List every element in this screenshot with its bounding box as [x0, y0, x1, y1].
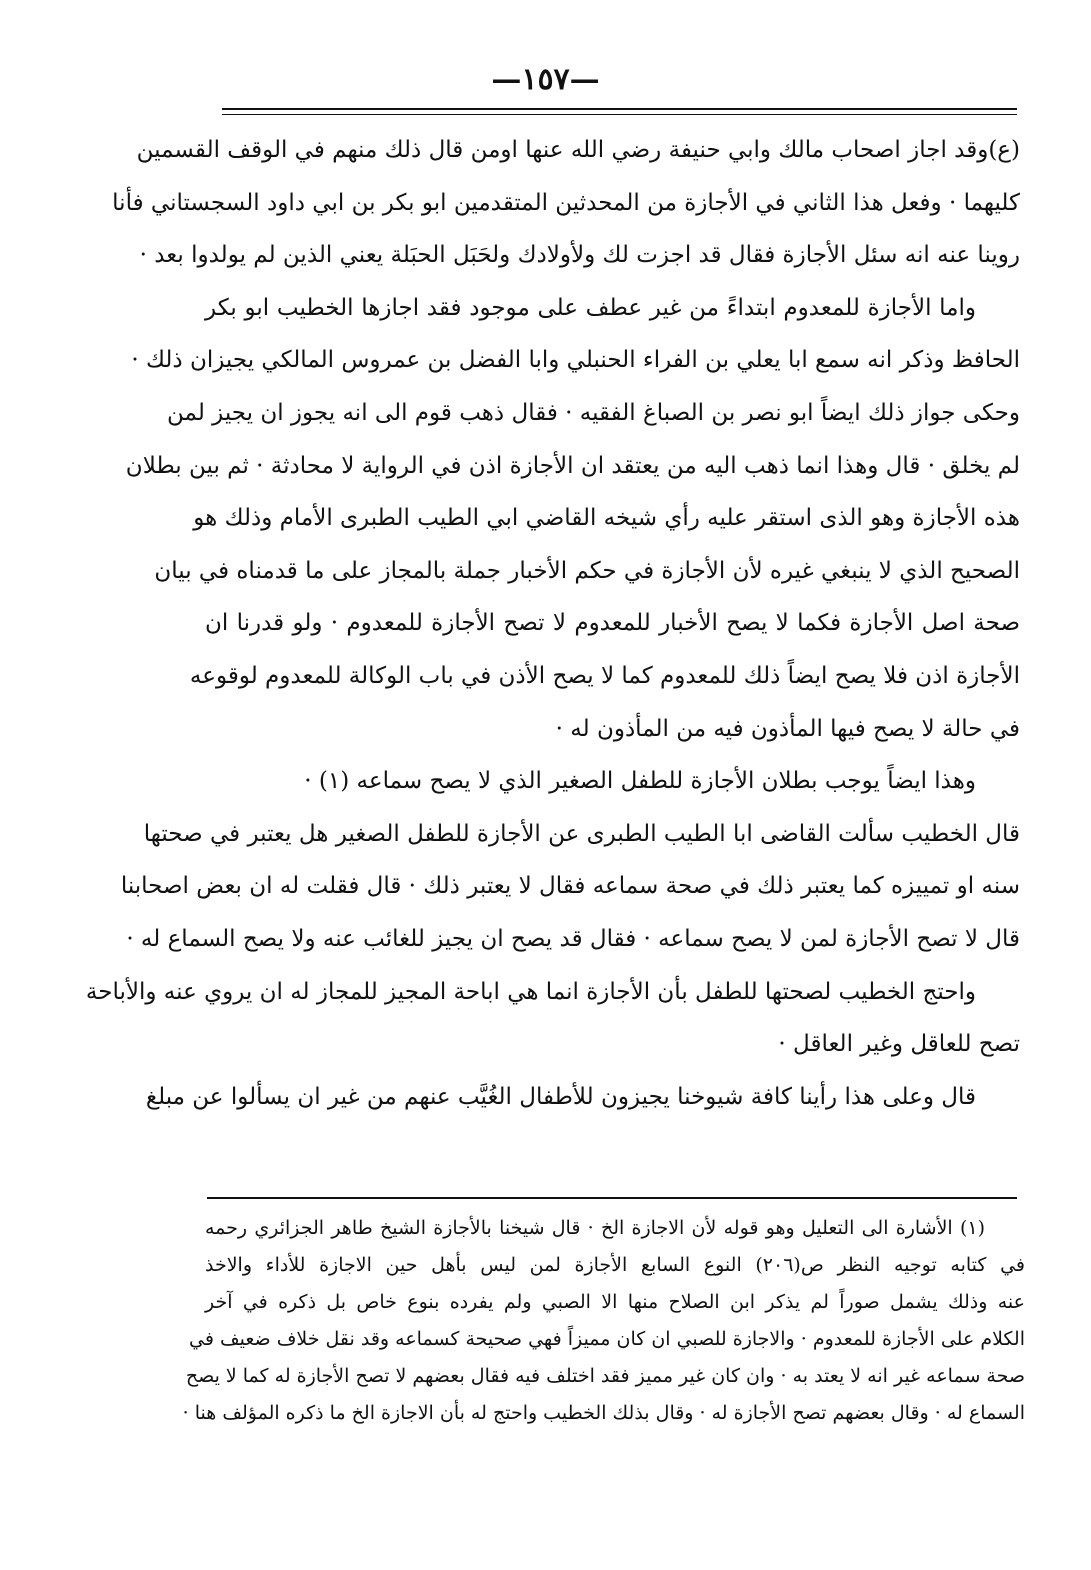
- page-number: —١٥٧—: [491, 62, 600, 97]
- text-line: صحة اصل الأجازة فكما لا يصح الأخبار للمعدوم لا تصح الأجازة للمعدوم · ولو قدرنا ان: [205, 610, 1020, 637]
- footnote-line: في كتابه توجيه النظر ص(٢٠٦) النوع السابع الأجازة لمن ليس بأهل حين الاجازة للأداء والاخذ: [205, 1254, 1025, 1276]
- text-line: قال وعلى هذا رأينا كافة شيوخنا يجيزون للأطفال الغُيَّب عنهم من غير ان يسألوا عن مبلغ: [145, 1083, 976, 1110]
- text-line: وحكى جواز ذلك ايضاً ابو نصر بن الصباغ الفقيه · فقال ذهب قوم الى انه يجوز ان يجيز لمن: [167, 399, 1020, 426]
- footnotes-block: [182, 1210, 1025, 1432]
- text-line: الأجازة اذن فلا يصح ايضاً ذلك للمعدوم كما لا يصح الأذن في باب الوكالة للمعدوم لوقوعه: [189, 662, 1020, 689]
- text-line: الحافظ وذكر انه سمع ابا يعلي بن الفراء الحنبلي وابا الفضل بن عمروس المالكي يجيزان ذلك ·: [131, 347, 1020, 374]
- header-rule-thin: [222, 114, 1017, 115]
- text-line: كليهما · وفعل هذا الثاني في الأجازة من المحدثين المتقدمين ابو بكر بن ابي داود السجستاني فأنا: [112, 189, 1020, 216]
- footnote-line: عنه وذلك يشمل صوراً لم يذكر ابن الصلاح منها الا الصبي ولم يفرده بنوع خاص بل ذكره في آخر: [205, 1291, 1025, 1313]
- footnote-line: الكلام على الأجازة للمعدوم · والاجازة للصبي ان كان مميزاً فهي صحيحة كسماعه وقد نقل خلاف ضعيف في: [189, 1328, 1025, 1350]
- footnote-line: (١) الأشارة الى التعليل وهو قوله لأن الاجازة الخ · قال شيخنا بالأجازة الشيخ طاهر الجزائري رحمه: [205, 1217, 985, 1239]
- text-line: قال الخطيب سألت القاضى ابا الطيب الطبرى عن الأجازة للطفل الصغير هل يعتبر في صحتها: [143, 820, 1020, 847]
- text-line: روينا عنه انه سئل الأجازة فقال قد اجزت لك ولأولادك ولحَبَل الحبَلة يعني الذين لم يولدوا بعد ·: [139, 242, 1020, 269]
- text-line: لم يخلق · قال وهذا انما ذهب اليه من يعتقد ان الأجازة اذن في الرواية لا محادثة · ثم بين بطلان: [125, 452, 1020, 479]
- text-line: سنه او تمييزه كما يعتبر ذلك في صحة سماعه فقال لا يعتبر ذلك · قال فقلت له ان بعض اصحابنا: [120, 873, 1020, 900]
- main-text-body: [85, 124, 1020, 1123]
- text-line: تصح للعاقل وغير العاقل ·: [778, 1031, 1020, 1058]
- text-line: وهذا ايضاً يوجب بطلان الأجازة للطفل الصغير الذي لا يصح سماعه (١) ·: [304, 768, 976, 795]
- footnote-line: صحة سماعه غير انه لا يعتد به · وان كان غير مميز فقد اختلف فيه فقال بعضهم لا تصح الأجازة له كما لا يصح: [185, 1365, 1025, 1387]
- text-line: واما الأجازة للمعدوم ابتداءً من غير عطف على موجود فقد اجازها الخطيب ابو بكر: [205, 294, 976, 321]
- text-line: الصحيح الذي لا ينبغي غيره لأن الأجازة في حكم الأخبار جملة بالمجاز على ما قدمناه في بيان: [154, 557, 1020, 584]
- footnote-separator-rule: [207, 1197, 1017, 1199]
- text-line: قال لا تصح الأجازة لمن لا يصح سماعه · فقال قد يصح ان يجيز للغائب عنه ولا يصح السماع له ·: [126, 925, 1020, 952]
- text-line: (ع)وقد اجاز اصحاب مالك وابي حنيفة رضي الله عنها اومن قال ذلك منهم في الوقف القسمين: [136, 137, 1020, 163]
- text-line: في حالة لا يصح فيها المأذون فيه من المأذون له ·: [555, 715, 1020, 742]
- footnote-line: السماع له · وقال بعضهم تصح الأجازة له · وقال بذلك الخطيب واحتج له بأن الاجازة الخ ما ذكره المؤلف هنا ·: [182, 1402, 1025, 1424]
- header-rule-thick: [222, 108, 1017, 110]
- text-line: واحتج الخطيب لصحتها للطفل بأن الأجازة انما هي اباحة المجيز للمجاز له ان يروي عنه والأباحة: [85, 978, 976, 1005]
- text-line: هذه الأجازة وهو الذى استقر عليه رأي شيخه القاضي ابي الطيب الطبرى الأمام وذلك هو: [193, 505, 1020, 532]
